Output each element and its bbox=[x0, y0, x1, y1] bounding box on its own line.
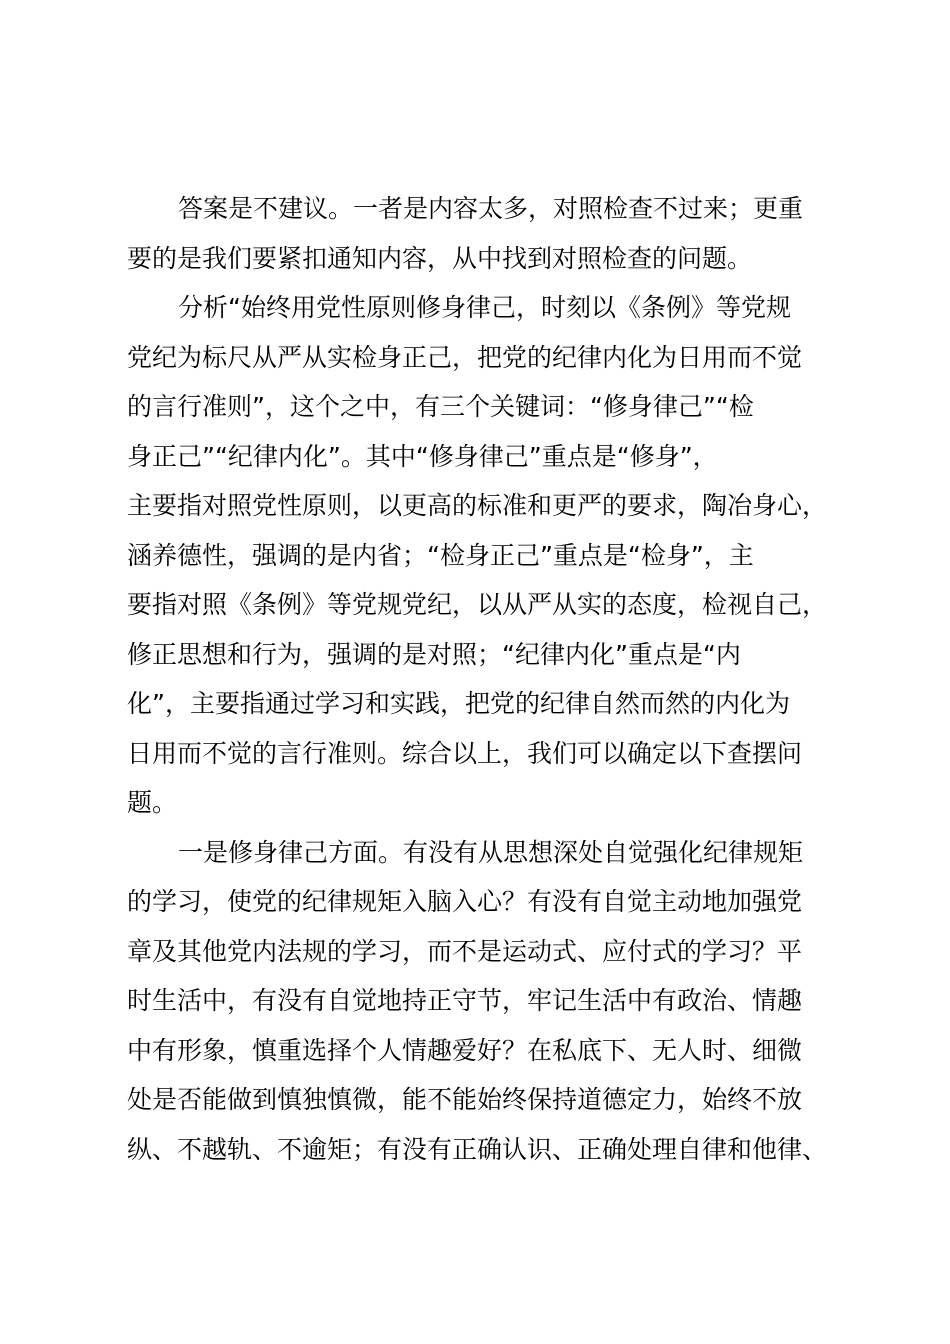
text-line: 涵养德性，强调的是内省；“检身正己”重点是“检身”，主 bbox=[127, 540, 754, 570]
text-line: 的言行准则”，这个之中，有三个关键词：“修身律己”“检 bbox=[127, 392, 754, 421]
text-line: 日用而不觉的言行准则。综合以上，我们可以确定以下查摆问 bbox=[127, 738, 803, 768]
text-line: 一是修身律己方面。有没有从思想深处自觉强化纪律规矩 bbox=[178, 837, 804, 867]
document-body bbox=[127, 184, 862, 1174]
paragraph-analysis bbox=[127, 283, 862, 828]
text-line: 化”，主要指通过学习和实践，把党的纪律自然而然的内化为 bbox=[127, 689, 790, 718]
text-line: 要的是我们要紧扣通知内容，从中找到对照检查的问题。 bbox=[127, 243, 753, 273]
text-line: 章及其他党内法规的学习，而不是运动式、应付式的学习？平 bbox=[127, 936, 803, 966]
text-line: 题。 bbox=[127, 788, 178, 817]
text-line: 要指对照《条例》等党规党纪，以从严从实的态度，检视自己， bbox=[127, 590, 828, 619]
paragraph-self-discipline bbox=[127, 828, 862, 1175]
text-line: 答案是不建议。一者是内容太多，对照检查不过来；更重 bbox=[178, 194, 804, 223]
text-line: 处是否能做到慎独慎微，能不能始终保持道德定力，始终不放 bbox=[127, 1085, 803, 1114]
text-line: 纵、不越轨、不逾矩；有没有正确认识、正确处理自律和他律、 bbox=[127, 1134, 828, 1164]
text-line: 时生活中，有没有自觉地持正守节，牢记生活中有政治、情趣 bbox=[127, 986, 803, 1015]
text-line: 的学习，使党的纪律规矩入脑入心？有没有自觉主动地加强党 bbox=[127, 887, 803, 916]
text-line: 修正思想和行为，强调的是对照；“纪律内化”重点是“内 bbox=[127, 639, 741, 669]
text-line: 分析“始终用党性原则修身律己，时刻以《条例》等党规 bbox=[178, 293, 791, 322]
text-line: 身正己”“纪律内化”。其中“修身律己”重点是“修身”， bbox=[127, 441, 718, 471]
paragraph-answer bbox=[127, 184, 862, 283]
text-line: 主要指对照党性原则，以更高的标准和更严的要求，陶冶身心， bbox=[127, 491, 828, 520]
text-line: 中有形象，慎重选择个人情趣爱好？在私底下、无人时、细微 bbox=[127, 1035, 803, 1065]
text-line: 党纪为标尺从严从实检身正己，把党的纪律内化为日用而不觉 bbox=[127, 342, 803, 372]
